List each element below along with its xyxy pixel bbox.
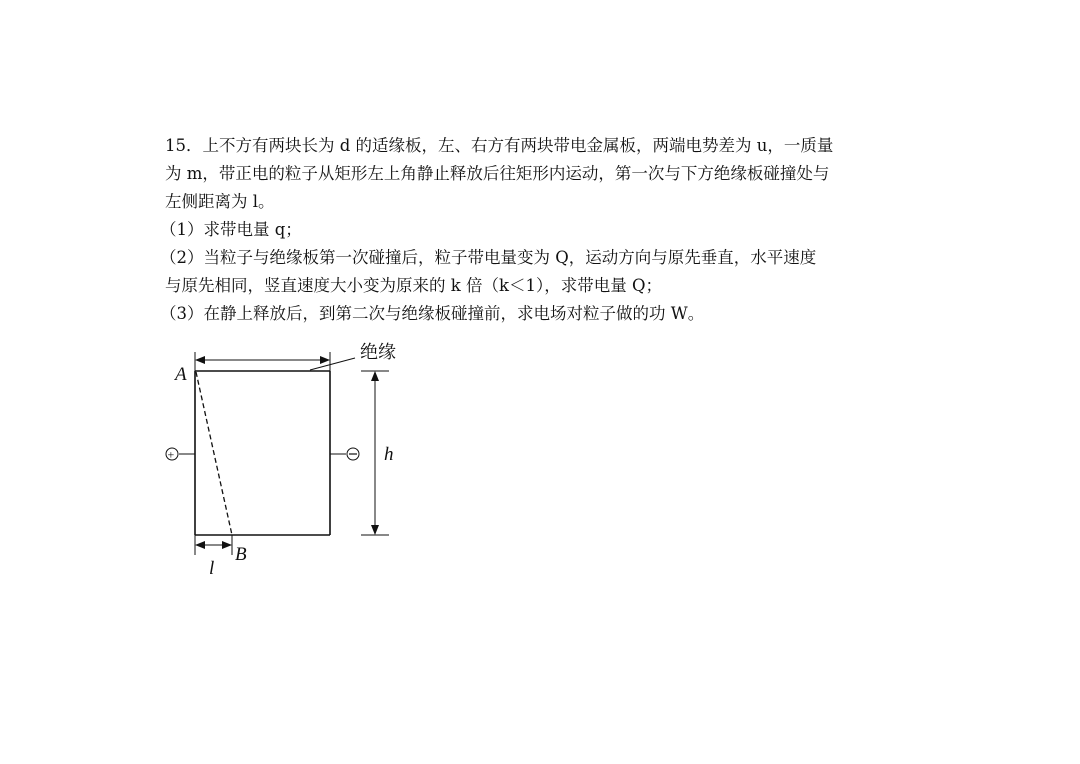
question-3: （3）在静上释放后，到第二次与绝缘板碰撞前，求电场对粒子做的功 W。 [160,304,705,323]
point-b-label: B [235,544,247,565]
question-2-line-1: （2）当粒子与绝缘板第一次碰撞后，粒子带电量变为 Q，运动方向与原先垂直，水平速度 [160,248,817,267]
problem-statement-line-3: 左侧距离为 l。 [165,192,275,211]
physics-diagram [155,330,435,590]
point-a-label: A [175,364,187,385]
question-1: （1）求带电量 q； [160,220,302,239]
problem-statement-line-2: 为 m，带正电的粒子从矩形左上角静止释放后往矩形内运动，第一次与下方绝缘板碰撞处与 [165,164,830,183]
positive-symbol: + [167,447,175,462]
problem-text [160,132,925,328]
particle-trajectory [196,372,232,535]
height-label: h [384,444,394,465]
diagram-svg [155,330,435,590]
question-2-line-2: 与原先相同，竖直速度大小变为原来的 k 倍（k＜1），求带电量 Q； [165,276,663,295]
problem-statement-line-1: 15．上不方有两块长为 d 的适缘板，左、右方有两块带电金属板，两端电势差为 u，一质量 [165,136,834,155]
insulator-label: 绝缘 [360,342,396,363]
l-label: l [209,558,215,579]
